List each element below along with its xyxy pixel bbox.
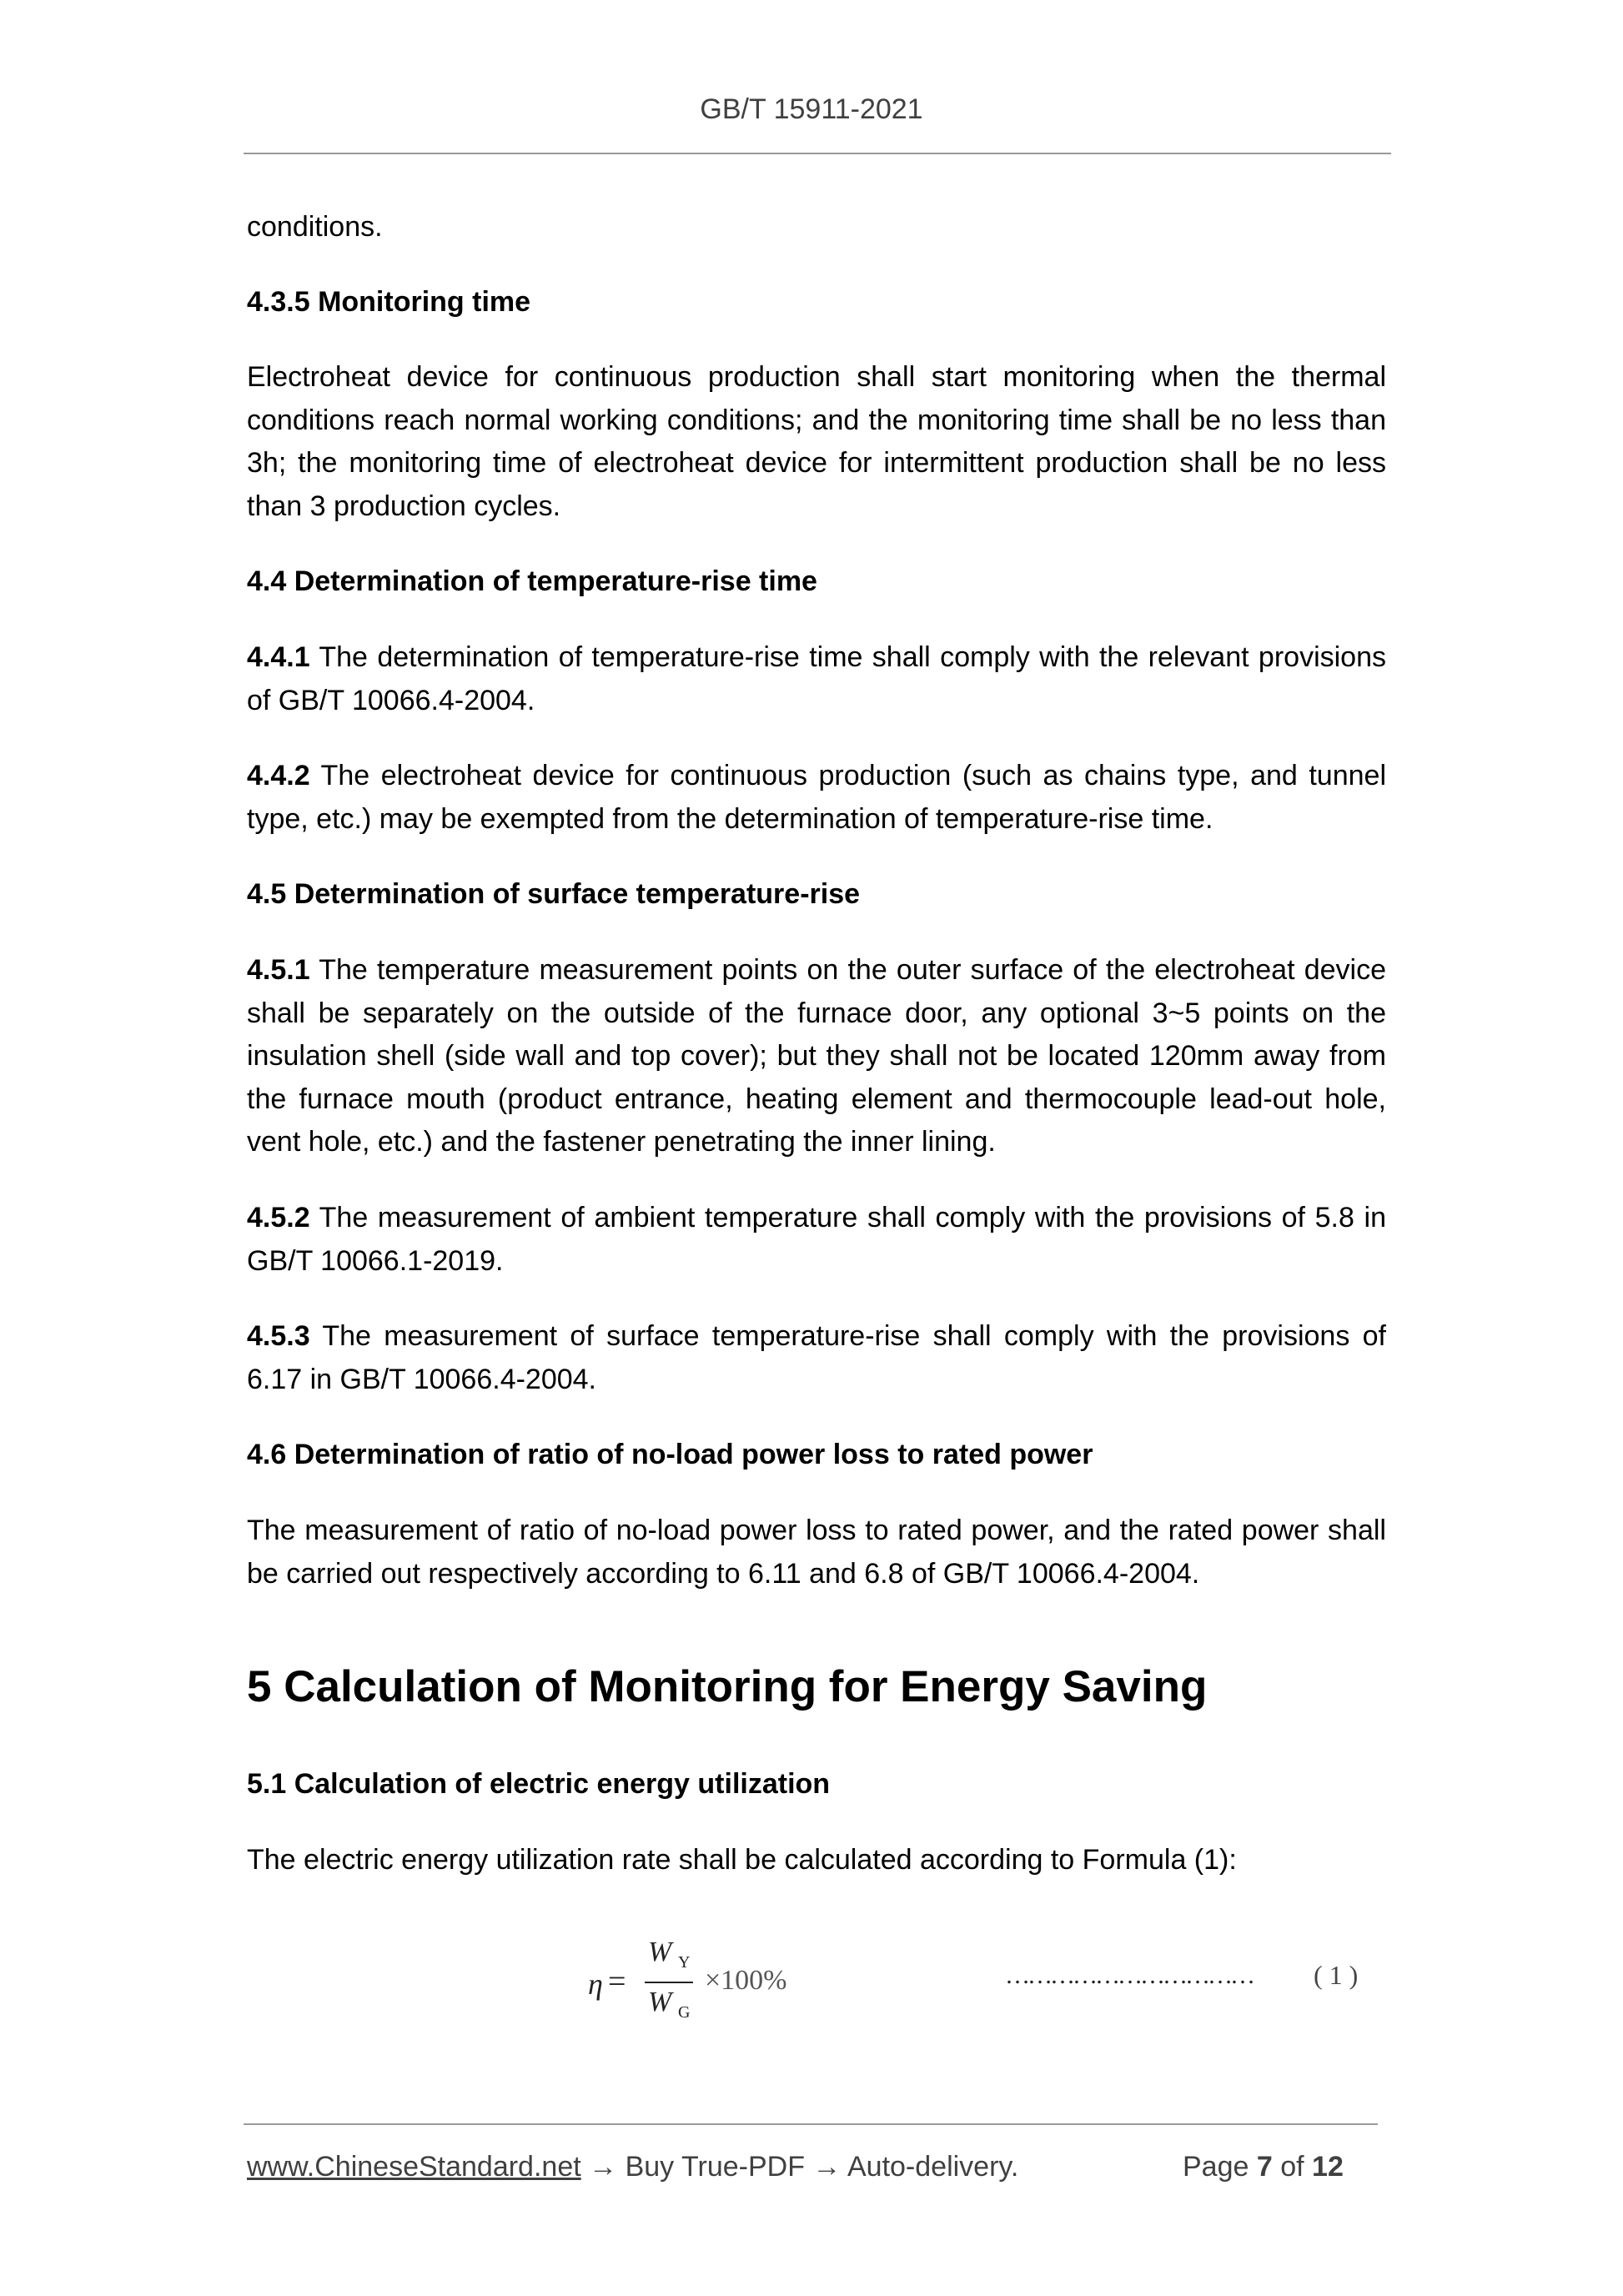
- heading-4-6: 4.6 Determination of ratio of no-load power loss to rated power: [247, 1439, 1093, 1470]
- times-100-percent: ×100%: [705, 1965, 787, 1996]
- fraction-bar: [645, 1982, 693, 1983]
- formula-leader-dots: ……………………………: [1005, 1962, 1253, 1989]
- page-current: 7: [1256, 2151, 1273, 2183]
- page-label: Page: [1183, 2151, 1249, 2183]
- footer-promo: [247, 2148, 1018, 2185]
- formula-1: [588, 1935, 838, 2027]
- footer-promo-text: → Buy True-PDF → Auto-delivery.: [580, 2151, 1019, 2183]
- heading-4-3-5: 4.3.5 Monitoring time: [247, 286, 531, 318]
- numerator-w: W: [648, 1937, 672, 1967]
- header-divider: [244, 153, 1391, 154]
- heading-section-5: 5 Calculation of Monitoring for Energy Saving: [247, 1662, 1208, 1711]
- paragraph-4-3-5: Electroheat device for continuous production shall start monitoring when the thermal conditions reach normal working conditions; and the monitoring time shall be no less than 3h; the monitoring time of electroheat device for intermittent production shall be no less than 3 production cycles.: [247, 361, 1386, 522]
- clause-number: 4.5.2: [247, 1202, 310, 1233]
- page-total: 12: [1312, 2151, 1344, 2183]
- clause-number: 4.4.1: [247, 641, 310, 673]
- clause-number: 4.5.3: [247, 1320, 310, 1352]
- paragraph-4-4-1: [247, 636, 1386, 722]
- paragraph-4-4-2: [247, 755, 1386, 841]
- paragraph-5-1: The electric energy utilization rate shall be calculated according to Formula (1):: [247, 1844, 1237, 1876]
- paragraph-4-5-3: [247, 1315, 1386, 1401]
- paragraph-4-5-1: [247, 949, 1386, 1164]
- eta-symbol: η: [588, 1967, 603, 2001]
- equals-sign: =: [608, 1964, 626, 1999]
- paragraph-continuation: conditions.: [247, 211, 383, 243]
- clause-text: The measurement of ambient temperature shall comply with the provisions of 5.8 in GB/T 10066.1-2019.: [247, 1202, 1386, 1277]
- clause-text: The electroheat device for continuous production (such as chains type, and tunnel type, etc.) may be exempted from the determination of temperature-rise time.: [247, 760, 1386, 835]
- formula-number: ( 1 ): [1314, 1960, 1359, 1990]
- of-label: of: [1280, 2151, 1304, 2183]
- denominator-w: W: [648, 1987, 672, 2017]
- paragraph-4-6: The measurement of ratio of no-load power loss to rated power, and the rated power shall be carried out respectively according to 6.11 and 6.8 of GB/T 10066.4-2004.: [247, 1515, 1386, 1590]
- clause-number: 4.4.2: [247, 760, 310, 791]
- numerator-subscript: Y: [678, 1953, 691, 1972]
- paragraph-4-5-2: [247, 1197, 1386, 1283]
- heading-4-4: 4.4 Determination of temperature-rise time: [247, 565, 817, 597]
- page-header-title: GB/T 15911-2021: [700, 93, 923, 125]
- denominator-subscript: G: [678, 2003, 691, 2022]
- heading-4-5: 4.5 Determination of surface temperature-rise: [247, 878, 861, 910]
- website-link[interactable]: www.ChineseStandard.net: [247, 2151, 581, 2183]
- clause-text: The measurement of surface temperature-rise shall comply with the provisions of 6.17 in GB/T 10066.4-2004.: [247, 1320, 1386, 1395]
- page-indicator: [1183, 2148, 1344, 2185]
- footer-divider: [244, 2123, 1378, 2125]
- heading-5-1: 5.1 Calculation of electric energy utilization: [247, 1768, 831, 1800]
- clause-text: The determination of temperature-rise time shall comply with the relevant provisions of GB/T 10066.4-2004.: [247, 641, 1386, 716]
- clause-number: 4.5.1: [247, 954, 310, 986]
- clause-text: The temperature measurement points on the outer surface of the electroheat device shall be separately on the outside of the furnace door, any optional 3~5 points on the insulation shell (side wall and top cover); but they shall not be located 120mm away from the furnace mouth (product entrance, heating element and thermocouple lead-out hole, vent hole, etc.) and the fastener penetrating the inner lining.: [247, 954, 1386, 1158]
